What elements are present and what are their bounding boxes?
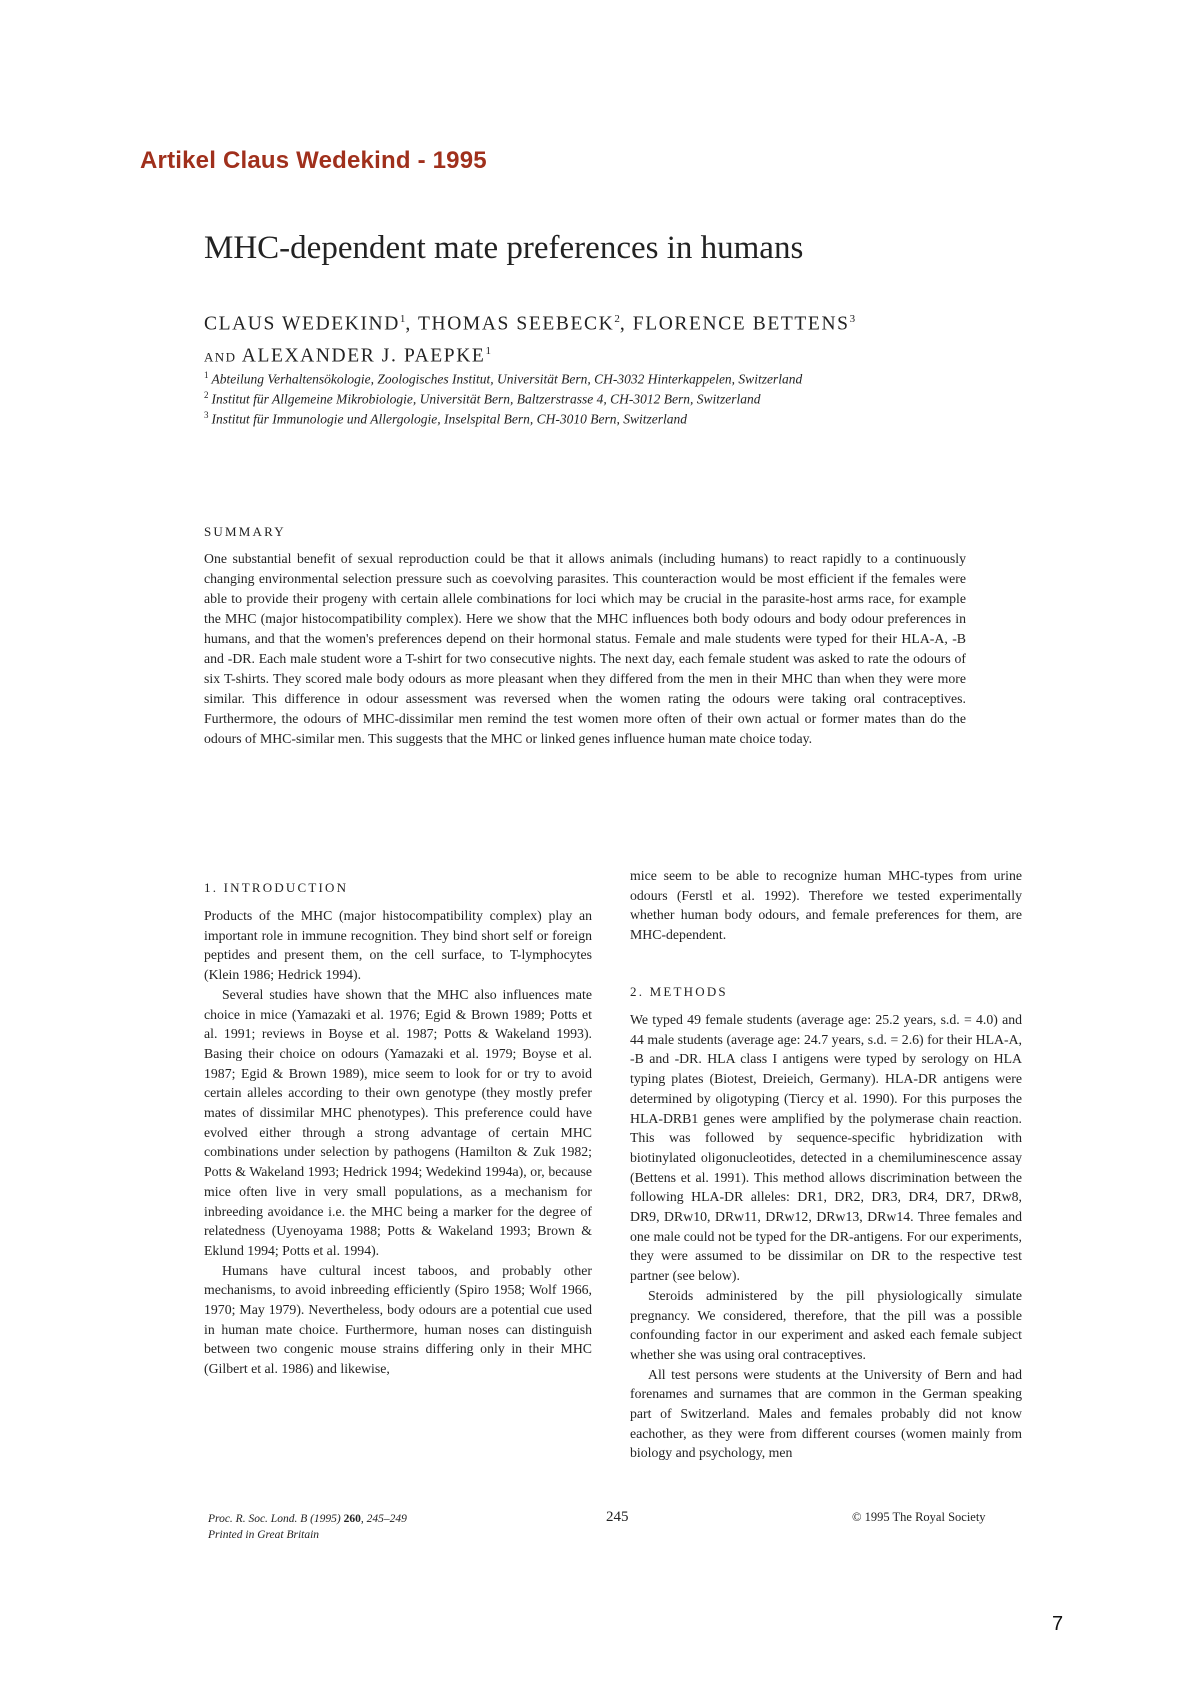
- author-name: CLAUS WEDEKIND: [204, 313, 400, 335]
- methods-paragraph: Steroids administered by the pill physiologically simulate pregnancy. We considered, therefore, that the pill was a possible confounding factor in our experiment and asked each female subject whether she was using oral contraceptives.: [630, 1287, 1022, 1362]
- author-name: FLORENCE BETTENS: [632, 313, 850, 335]
- author-list: CLAUS WEDEKIND$^1$, THOMAS SEEBECK$^2$, FLORENCE BETTENS$^3$ AND ALEXANDER J. PAEPKE$^1$: [204, 313, 856, 366]
- document-page-number: 7: [1052, 1613, 1064, 1635]
- printed-note: Printed in Great Britain: [208, 1529, 320, 1541]
- affiliation-text: Abteilung Verhaltensökologie, Zoologisches Institut, Universität Bern, CH-3032 Hinterkappelen, Switzerland: [211, 371, 803, 387]
- methods-heading: 2. METHODS: [630, 984, 728, 999]
- methods-paragraph: We typed 49 female students (average age: 25.2 years, s.d. = 4.0) and 44 male students (average age: 24.7 years, s.d. = 2.6) for their HLA-A, -B and -DR. HLA class I antigens were typed by serology on HLA typing plates (Biotest, Dreieich, Germany). HLA-DR antigens were determined by oligotyping (Tiercy et al. 1990). For this purposes the HLA-DRB1 genes were amplified by the polymerase chain reaction. This was followed by sequence-specific hybridization with biotinylated oligonucleotides, detected in a chemiluminescence assay (Bettens et al. 1991). This method allows discrimination between the following HLA-DR alleles: DR1, DR2, DR3, DR4, DR7, DRw8, DR9, DRw10, DRw11, DRw12, DRw13, DRw14. Three females and one male could not be typed for the DR-antigens. For our experiments, they were assumed to be dissimilar on DR to the respective test partner (see below).: [630, 1012, 1022, 1284]
- author-affiliation-mark: 1: [485, 344, 491, 357]
- affiliation-1: [204, 370, 1034, 388]
- journal-page-number: 245: [606, 1509, 629, 1525]
- introduction-paragraph: Products of the MHC (major histocompatibility complex) play an important role in immune recognition. They bind short self or foreign peptides and present them, on the cell surface, to T-lymphocytes (Klein 1986; Hedrick 1994).: [204, 908, 592, 983]
- introduction-heading: 1. INTRODUCTION: [204, 880, 349, 895]
- journal-volume: 260: [343, 1513, 361, 1525]
- author-affiliation-mark: 2: [614, 313, 620, 325]
- affiliation-2: [204, 390, 1034, 408]
- document-header-tag: Artikel Claus Wedekind - 1995: [140, 147, 487, 174]
- affiliation-3: [204, 410, 1034, 428]
- introduction-paragraph: Humans have cultural incest taboos, and probably other mechanisms, to avoid inbreeding efficiently (Spiro 1958; Wolf 1966, 1970; May 1979). Nevertheless, body odours are a potential cue used in human mate choice. Furthermore, human noses can distinguish between two congenic mouse strains differing only in their MHC (Gilbert et al. 1986) and likewise,: [204, 1262, 592, 1377]
- author-affiliation-mark: 3: [849, 313, 856, 325]
- article-title: MHC-dependent mate preferences in humans: [204, 230, 804, 266]
- author-conjunction: AND: [204, 349, 237, 364]
- affiliation-text: Institut für Immunologie und Allergologie, Inselspital Bern, CH-3010 Bern, Switzerland: [211, 411, 687, 427]
- copyright-notice: © 1995 The Royal Society: [852, 1510, 986, 1524]
- affiliation-mark: 2: [204, 390, 209, 400]
- journal-pages: 245–249: [366, 1513, 407, 1525]
- journal-name: Proc. R. Soc. Lond. B (1995): [208, 1513, 341, 1525]
- affiliation-mark: 1: [204, 370, 209, 380]
- introduction-paragraph: mice seem to be able to recognize human MHC-types from urine odours (Ferstl et al. 1992). Therefore we tested experimentally whether human body odours, and female preferences for them, are MHC-dependent.: [630, 868, 1022, 943]
- author-name: ALEXANDER J. PAEPKE: [241, 345, 486, 366]
- methods-column: [630, 1010, 1022, 1463]
- author-affiliation-mark: 1: [399, 313, 406, 325]
- author-name: THOMAS SEEBECK: [418, 313, 615, 335]
- summary-heading: SUMMARY: [204, 524, 286, 539]
- introduction-column: [204, 906, 592, 1379]
- methods-paragraph: All test persons were students at the University of Bern and had forenames and surnames that are common in the German speaking part of Switzerland. Males and females probably did not know eachother, as they were from different courses (women mainly from biology and psychology, men: [630, 1366, 1022, 1461]
- affiliation-mark: 3: [204, 410, 209, 420]
- introduction-paragraph: Several studies have shown that the MHC also influences mate choice in mice (Yamazaki et al. 1976; Egid & Brown 1989; Potts et al. 1991; reviews in Boyse et al. 1987; Potts & Wakeland 1993). Basing their choice on odours (Yamazaki et al. 1979; Boyse et al. 1987; Egid & Brown 1989), mice seem to look for or try to avoid certain alleles according to their own genotype (they mostly prefer mates of dissimilar MHC phenotypes). This preference could have evolved either through a strong advantage of certain MHC combinations under selection by pathogens (Hamilton & Zuk 1982; Potts & Wakeland 1993; Hedrick 1994; Wedekind 1994a), or, because mice often live in very small populations, as a mechanism for inbreeding avoidance i.e. the MHC being a marker for the degree of relatedness (Uyenoyama 1988; Potts & Wakeland 1993; Brown & Eklund 1994; Potts et al. 1994).: [204, 986, 592, 1258]
- journal-citation: Proc. R. Soc. Lond. B (1995) 260, 245–249 Printed in Great Britain: [208, 1513, 407, 1541]
- introduction-continuation: [630, 866, 1022, 945]
- affiliation-text: Institut für Allgemeine Mikrobiologie, Universität Bern, Baltzerstrasse 4, CH-3012 Bern, Switzerland: [211, 391, 761, 407]
- summary-text: One substantial benefit of sexual reproduction could be that it allows animals (including humans) to react rapidly to a continuously changing environmental selection pressure such as coevolving parasites. This counteraction would be most efficient if the females were able to provide their progeny with certain allele combinations for loci which may be crucial in the parasite-host arms race, for example the MHC (major histocompatibility complex). Here we show that the MHC influences both body odours and body odour preferences in humans, and that the women's preferences depend on their hormonal status. Female and male students were typed for their HLA-A, -B and -DR. Each male student wore a T-shirt for two consecutive nights. The next day, each female student was asked to rate the odours of six T-shirts. They scored male body odours as more pleasant when they differed from the men in their MHC than when they were more similar. This difference in odour assessment was reversed when the women rating the odours were taking oral contraceptives. Furthermore, the odours of MHC-dissimilar men remind the test women more often of their own actual or former mates than do the odours of MHC-similar men. This suggests that the MHC or linked genes influence human mate choice today.: [204, 551, 966, 746]
